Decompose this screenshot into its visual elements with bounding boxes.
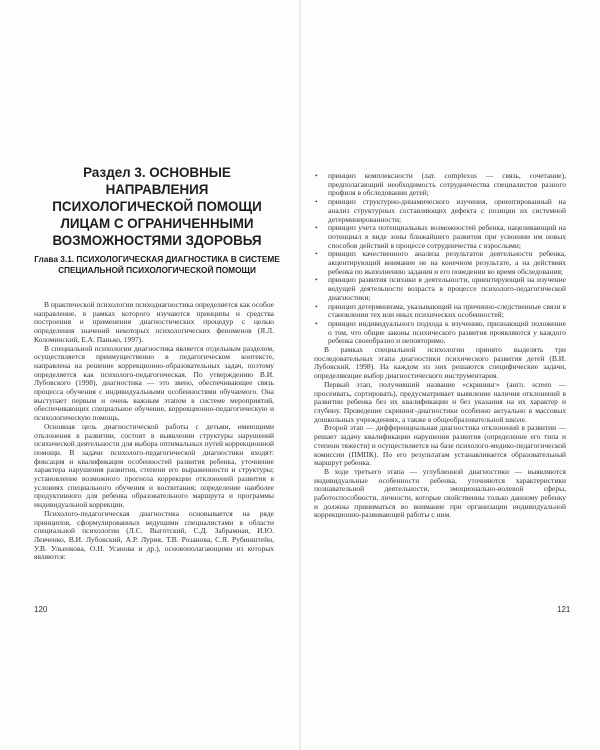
bullet-icon: • (315, 275, 318, 285)
paragraph: В ходе третьего этапа — углубленной диагностики — выявляются индивидуальные особенности ребенка, уточняются характеристики познавательной деятельности, эмоционально-волевой сферы, работоспособности, личности, которые свойственны только данному ребенку и должны приниматься во внимание при организации индивидуальной коррекционно-развивающей работы с ним. (314, 466, 566, 520)
list-item (314, 320, 566, 346)
list-item (314, 276, 566, 302)
left-page (0, 0, 299, 750)
section-title: Раздел 3. ОСНОВНЫЕ НАПРАВЛЕНИЯ ПСИХОЛОГИЧЕСКОЙ ПОМОЩИ ЛИЦАМ С ОГРАНИЧЕННЫМИ ВОЗМОЖНОСТЯМИ ЗДОРОВЬЯ (52, 165, 262, 248)
bullet-icon: • (315, 223, 318, 233)
bullet-icon: • (315, 197, 318, 207)
list-item (314, 303, 566, 320)
paragraph: Основная цель диагностической работы с детьми, имеющими отклонения в развитии, состоит в выявлении структуры нарушений психической деятельности для выбора оптимальных путей коррекционной помощи. В задачи психолого-педагогической диагностики входят: фиксация и квалификация особенностей развития ребенка, уточнение характера нарушения развития, степени его выраженности и структуры; установление возможного прогноза коррекции отклонений развития в условиях специального обучения и воспитания; определение наиболее продуктивного для ребенка образовательного маршрута и программы индивидуальной коррекции. (34, 421, 274, 510)
chapter-title: Глава 3.1. ПСИХОЛОГИЧЕСКАЯ ДИАГНОСТИКА В СИСТЕМЕ СПЕЦИАЛЬНОЙ ПСИХОЛОГИЧЕСКОЙ ПОМОЩИ (34, 254, 280, 275)
right-paragraphs (314, 346, 566, 520)
list-item-text: принцип учета потенциальных возможностей ребенка, нацеливающий на потенциал в виде зоны ближайшего развития при усвоении им новых способов действий в процессе сотрудничества с взрослыми; (328, 223, 566, 250)
principles-list (314, 172, 566, 346)
right-page (301, 0, 600, 750)
left-body-text (34, 301, 274, 562)
list-item (314, 198, 566, 224)
list-item-text: принцип качественного анализа результатов деятельности ребенка, акцентирующий внимание не на конечном результате, а на действиях ребенка по выполнению задания и его поведении во время обследования; (328, 249, 566, 276)
page-number-left: 120 (34, 605, 48, 614)
paragraph: В специальной психологии диагностика является отдельным разделом, осуществляется преимущественно в педагогическом контексте, направлена на решение коррекционно-образовательных задач, поэтому определяется как психолого-педагогическая. По утверждению В.И. Лубовского (1998), диагностика — это звено, обеспечивающее связь процесса обучения с индивидуальными особенностями обучаемого. Она выступает первым и очень важным этапом в системе мероприятий, обеспечивающих специальное обучение, коррекционно-педагогическую и психологическую помощь. (34, 343, 274, 423)
list-item (314, 172, 566, 198)
paragraph: Психолого-педагогическая диагностика основывается на ряде принципов, сформулированных ведущими специалистами в области специальной психологии (Л.С. Выготский, С.Д. Забрамная, И.Ю. Левченко, В.И. Лубовский, А.Р. Лурия, Т.В. Розанова, С.Я. Рубинштейн, У.В. Ульенкова, О.Н. Усанова и др.), основополагающими из которых являются: (34, 508, 274, 562)
page-number-right: 121 (557, 605, 571, 614)
paragraph: Первый этап, получивший название «скрининг» (англ. screen — просеивать, сортировать), предусматривает выявление наличия отклонений в развитии ребенка без их квалификации и без указания на их характер и глубину. Проведение скрининг-диагностики особенно актуально в массовых дошкольных учреждениях, а также в общеобразовательной школе. (314, 379, 566, 424)
right-body-text (314, 172, 566, 520)
bullet-icon: • (315, 301, 318, 311)
list-item-text: принцип комплексности (лат. complexus — связь, сочетание), предполагающий необходимость сотрудничества специалистов разного профиля в обследовании детей; (328, 171, 566, 198)
list-item-text: принцип структурно-динамического изучения, ориентированный на анализ структурных составляющих дефекта с позиции их системной детерминированности; (328, 197, 566, 224)
list-item (314, 224, 566, 250)
bullet-icon: • (315, 249, 318, 259)
paragraph: Второй этап — дифференциальная диагностика отклонений в развитии — решает задачу квалификации нарушения развития (определение его типа и степени тяжести) и осуществляется на базе психолого-медико-педагогической комиссии (ПМПК). По его результатам устанавливается образовательный маршрут ребенка. (314, 423, 566, 468)
bullet-icon: • (315, 171, 318, 180)
list-item-text: принцип развития психики в деятельности, ориентирующий на изучение ведущей деятельности возраста в процессе психолого-педагогической диагностики; (328, 275, 566, 302)
bullet-icon: • (315, 318, 318, 328)
list-item (314, 250, 566, 276)
list-item-text: принцип индивидуального подхода к изучению, признающий положение о том, что общие законы психического развития проявляются у каждого ребенка своеобразно и неповторимо. (328, 318, 566, 346)
paragraph: В практической психологии психодиагностика определяется как особое направление, в рамках которого изучаются принципы и средства построения и применения диагностических процедур с целью определения значений некоторых психологических феноменов (Я.Л. Коломинский, Е.А. Панько, 1997). (34, 300, 274, 344)
paragraph: В рамках специальной психологии принято выделять три последовательных этапа диагностики психического развития детей (В.И. Лубовский, 1998). На каждом из них решаются специфические задачи, определяющие выбор диагностического инструментария. (314, 345, 566, 381)
list-item-text: принцип детерминизма, указывающий на причинно-следственные связи в становлении тех или иных психических особенностей; (328, 301, 566, 320)
